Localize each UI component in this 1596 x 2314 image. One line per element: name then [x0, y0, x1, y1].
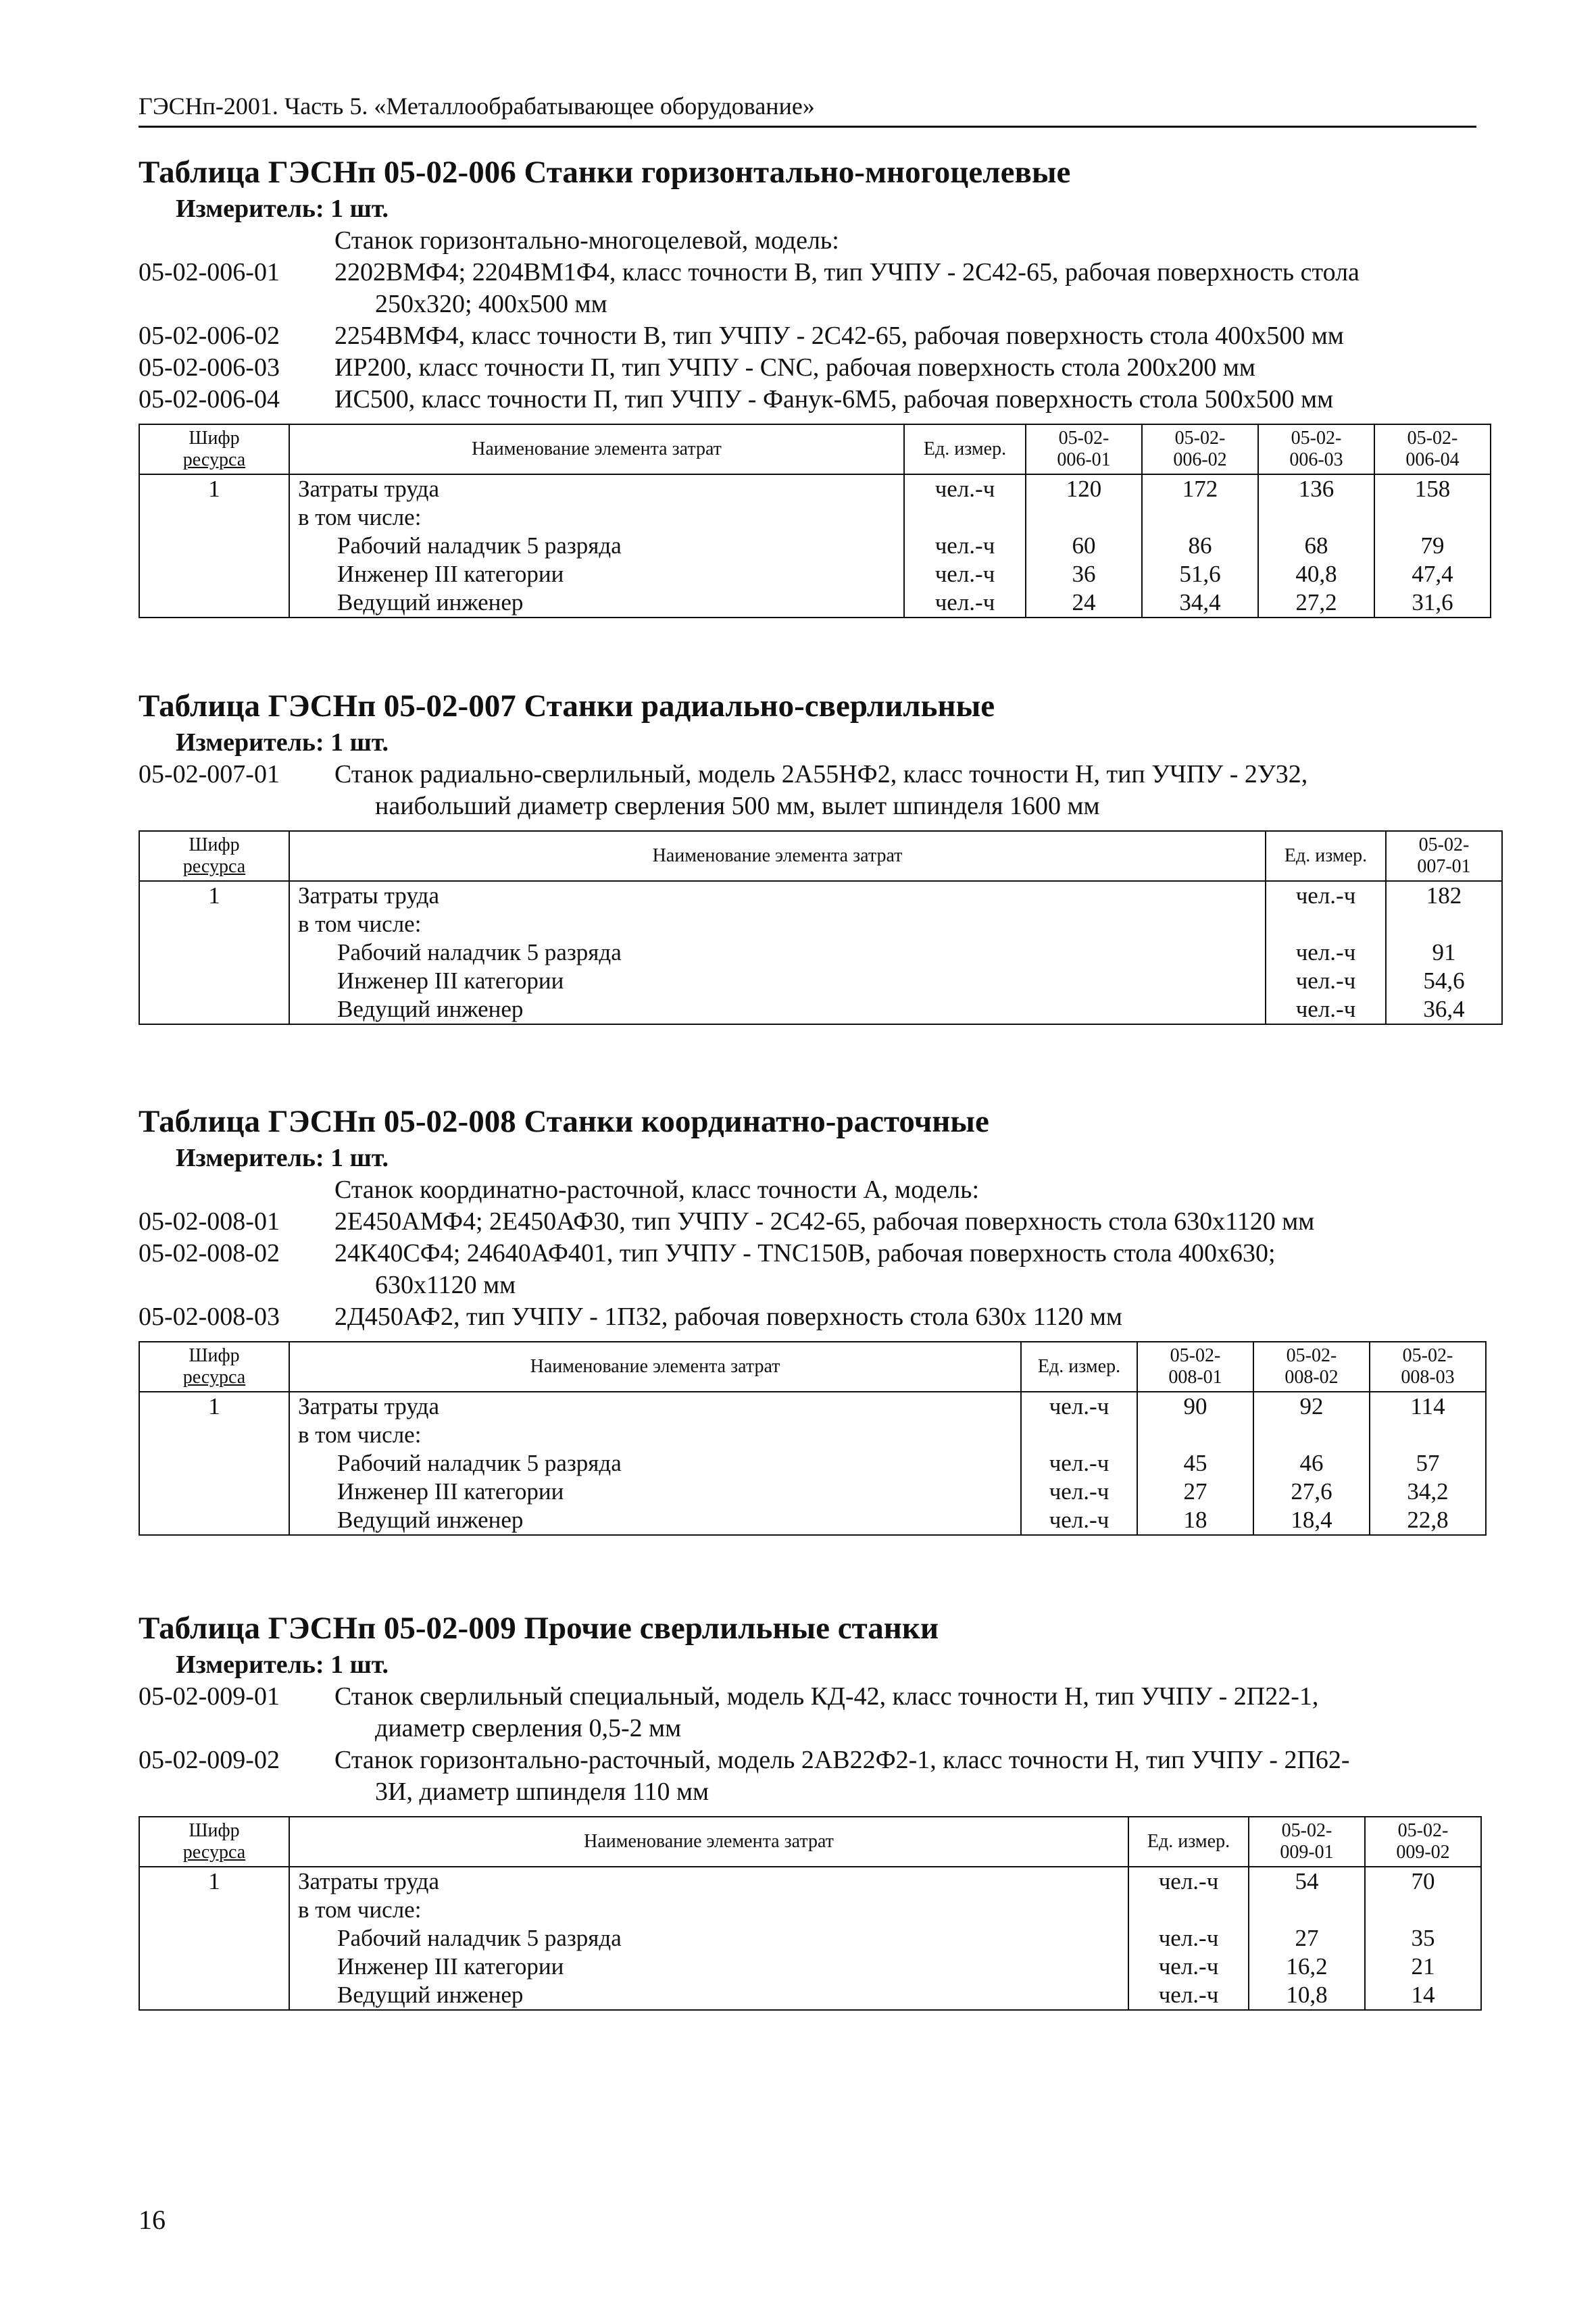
header-resource-code-line1: Шифр — [189, 1820, 240, 1841]
norm-code-line1: 05-02- — [1407, 428, 1458, 449]
header-norm-code — [1142, 424, 1258, 474]
measure-unit: Измеритель: 1 шт. — [176, 1651, 389, 1679]
norm-code-line2: 009-02 — [1396, 1842, 1450, 1863]
cost-table — [139, 830, 1503, 1025]
section-05-02-006 — [139, 152, 1483, 618]
header-cost-element: Наименование элемента затрат — [289, 1342, 1021, 1392]
running-header: ГЭСНп-2001. Часть 5. «Металлообрабатывающее оборудование» — [139, 92, 1476, 128]
header-norm-code — [1386, 831, 1502, 881]
item-code: 05-02-007-01 — [139, 760, 280, 788]
table-row — [139, 1981, 1481, 2010]
item-text: наибольший диаметр сверления 500 мм, вылет шпинделя 1600 мм — [375, 792, 1100, 820]
item-text: 3И, диаметр шпинделя 110 мм — [375, 1778, 709, 1806]
item-code: 05-02-008-01 — [139, 1207, 280, 1236]
measure-unit: Измеритель: 1 шт. — [176, 728, 389, 757]
row-unit: чел.-ч — [904, 532, 1026, 560]
description-line — [139, 1238, 1483, 1269]
norm-code-line1: 05-02- — [1174, 428, 1226, 449]
header-unit: Ед. измер. — [904, 424, 1026, 474]
item-text: Станок радиально-сверлильный, модель 2А55НФ2, класс точности Н, тип УЧПУ - 2У32, — [334, 760, 1308, 788]
table-row — [139, 1421, 1486, 1449]
description-line — [139, 257, 1483, 288]
row-unit: чел.-ч — [1266, 881, 1386, 910]
norm-code-line2: 006-02 — [1173, 449, 1227, 470]
norm-code-line1: 05-02- — [1397, 1820, 1449, 1841]
item-text: ИР200, класс точности П, тип УЧПУ - CNC, рабочая поверхность стола 200х200 мм — [334, 353, 1255, 382]
row-value — [1370, 1421, 1486, 1449]
row-unit: чел.-ч — [1021, 1392, 1137, 1421]
item-code: 05-02-008-03 — [139, 1303, 280, 1331]
header-resource-code-line2: ресурса — [182, 856, 246, 877]
row-value: 158 — [1374, 474, 1491, 503]
cost-table — [139, 424, 1491, 618]
row-value: 46 — [1253, 1449, 1370, 1478]
row-unit: чел.-ч — [904, 588, 1026, 618]
norm-code-line1: 05-02- — [1402, 1345, 1453, 1366]
row-value — [1365, 1896, 1481, 1924]
row-resource-code — [139, 503, 289, 532]
description-line — [139, 1776, 1483, 1808]
row-cost-element: Ведущий инженер — [289, 1506, 1021, 1535]
row-cost-element: Затраты труда — [289, 1392, 1021, 1421]
item-code — [139, 790, 334, 822]
norm-code-line1: 05-02- — [1291, 428, 1342, 449]
row-cost-element: Инженер III категории — [289, 1953, 1128, 1981]
row-resource-code — [139, 910, 289, 938]
description-line — [139, 759, 1483, 790]
header-norm-code — [1365, 1817, 1481, 1867]
row-value: 86 — [1142, 532, 1258, 560]
item-code — [139, 288, 334, 320]
description-line — [139, 1269, 1483, 1301]
row-value: 57 — [1370, 1449, 1486, 1478]
table-row — [139, 995, 1502, 1024]
row-resource-code — [139, 1953, 289, 1981]
item-code: 05-02-008-02 — [139, 1239, 280, 1267]
norm-code-line1: 05-02- — [1170, 1345, 1221, 1366]
row-value: 24 — [1026, 588, 1142, 618]
row-resource-code — [139, 1478, 289, 1506]
row-value: 70 — [1365, 1867, 1481, 1896]
row-value: 90 — [1137, 1392, 1253, 1421]
norm-code-line1: 05-02- — [1281, 1820, 1332, 1841]
section-05-02-009 — [139, 1608, 1483, 2011]
row-resource-code — [139, 1421, 289, 1449]
row-value: 40,8 — [1258, 560, 1374, 588]
row-value — [1249, 1896, 1365, 1924]
description-line — [139, 1713, 1483, 1744]
section-title: Таблица ГЭСНп 05-02-007 Станки радиально-сверлильные — [139, 688, 995, 724]
norm-code-line1: 05-02- — [1286, 1345, 1337, 1366]
row-cost-element: Затраты труда — [289, 881, 1266, 910]
row-resource-code — [139, 1449, 289, 1478]
row-cost-element: Ведущий инженер — [289, 588, 904, 618]
row-value: 27,6 — [1253, 1478, 1370, 1506]
row-value: 60 — [1026, 532, 1142, 560]
row-cost-element: Ведущий инженер — [289, 995, 1266, 1024]
row-value: 36 — [1026, 560, 1142, 588]
table-row — [139, 910, 1502, 938]
row-value: 47,4 — [1374, 560, 1491, 588]
section-05-02-008 — [139, 1101, 1483, 1536]
row-value: 91 — [1386, 938, 1502, 967]
row-unit: чел.-ч — [1021, 1478, 1137, 1506]
item-code: 05-02-009-02 — [139, 1746, 280, 1774]
header-resource-code — [139, 1342, 289, 1392]
header-unit: Ед. измер. — [1021, 1342, 1137, 1392]
norm-code-line2: 006-01 — [1057, 449, 1111, 470]
description-line — [139, 352, 1483, 384]
item-code: 05-02-009-01 — [139, 1682, 280, 1711]
description-intro — [139, 225, 1483, 257]
table-row — [139, 588, 1491, 618]
row-value: 18,4 — [1253, 1506, 1370, 1535]
description-intro — [139, 1174, 1483, 1206]
row-cost-element: Инженер III категории — [289, 1478, 1021, 1506]
table-row — [139, 1506, 1486, 1535]
row-value: 34,4 — [1142, 588, 1258, 618]
norm-code-line2: 006-04 — [1405, 449, 1460, 470]
norm-code-line2: 008-03 — [1401, 1367, 1455, 1388]
description-line — [139, 384, 1483, 416]
row-cost-element: Ведущий инженер — [289, 1981, 1128, 2010]
norm-code-line2: 009-01 — [1280, 1842, 1334, 1863]
page-number: 16 — [139, 2205, 166, 2235]
section-title: Таблица ГЭСНп 05-02-009 Прочие сверлильные станки — [139, 1611, 939, 1646]
row-unit: чел.-ч — [1266, 967, 1386, 995]
item-code: 05-02-006-03 — [139, 353, 280, 382]
row-value: 35 — [1365, 1924, 1481, 1953]
row-value: 136 — [1258, 474, 1374, 503]
cost-table — [139, 1341, 1487, 1536]
item-text: Станок горизонтально-расточный, модель 2АВ22Ф2-1, класс точности Н, тип УЧПУ - 2П62- — [334, 1746, 1350, 1774]
row-value: 45 — [1137, 1449, 1253, 1478]
row-cost-element: в том числе: — [289, 1896, 1128, 1924]
measure-unit: Измеритель: 1 шт. — [176, 195, 389, 223]
row-cost-element: Затраты труда — [289, 1867, 1128, 1896]
norm-code-line2: 008-02 — [1285, 1367, 1339, 1388]
item-text: диаметр сверления 0,5-2 мм — [375, 1714, 682, 1742]
row-value: 16,2 — [1249, 1953, 1365, 1981]
row-value: 18 — [1137, 1506, 1253, 1535]
row-value: 27 — [1137, 1478, 1253, 1506]
header-norm-code — [1374, 424, 1491, 474]
table-row — [139, 1449, 1486, 1478]
row-cost-element: Затраты труда — [289, 474, 904, 503]
row-cost-element: Рабочий наладчик 5 разряда — [289, 1924, 1128, 1953]
row-unit: чел.-ч — [1266, 995, 1386, 1024]
item-code — [139, 1776, 334, 1808]
row-unit: чел.-ч — [1021, 1449, 1137, 1478]
row-value: 21 — [1365, 1953, 1481, 1981]
cost-table — [139, 1816, 1482, 2011]
row-unit — [1266, 910, 1386, 938]
row-unit — [1021, 1421, 1137, 1449]
table-row — [139, 503, 1491, 532]
item-code: 05-02-006-01 — [139, 258, 280, 286]
header-resource-code-line1: Шифр — [189, 428, 240, 449]
row-value: 14 — [1365, 1981, 1481, 2010]
row-resource-code — [139, 532, 289, 560]
row-cost-element: Инженер III категории — [289, 560, 904, 588]
header-norm-code — [1137, 1342, 1253, 1392]
table-row — [139, 532, 1491, 560]
row-resource-code — [139, 967, 289, 995]
row-value: 68 — [1258, 532, 1374, 560]
description-line — [139, 320, 1483, 352]
row-value: 31,6 — [1374, 588, 1491, 618]
row-value: 34,2 — [1370, 1478, 1486, 1506]
row-value: 27 — [1249, 1924, 1365, 1953]
row-value — [1374, 503, 1491, 532]
norm-code-line2: 006-03 — [1289, 449, 1343, 470]
row-value — [1137, 1421, 1253, 1449]
description-line — [139, 1744, 1483, 1776]
row-value: 120 — [1026, 474, 1142, 503]
row-value — [1253, 1421, 1370, 1449]
header-norm-code — [1253, 1342, 1370, 1392]
row-resource-code: 1 — [139, 1867, 289, 1896]
row-value: 172 — [1142, 474, 1258, 503]
norm-code-line1: 05-02- — [1058, 428, 1109, 449]
row-cost-element: Рабочий наладчик 5 разряда — [289, 532, 904, 560]
header-norm-code — [1249, 1817, 1365, 1867]
row-unit — [904, 503, 1026, 532]
header-unit: Ед. измер. — [1266, 831, 1386, 881]
table-row — [139, 1478, 1486, 1506]
row-value: 36,4 — [1386, 995, 1502, 1024]
row-resource-code: 1 — [139, 1392, 289, 1421]
row-value: 54,6 — [1386, 967, 1502, 995]
row-value — [1142, 503, 1258, 532]
row-value: 22,8 — [1370, 1506, 1486, 1535]
measure-unit: Измеритель: 1 шт. — [176, 1144, 389, 1172]
table-row — [139, 1867, 1481, 1896]
header-resource-code-line2: ресурса — [182, 449, 246, 470]
row-cost-element: Рабочий наладчик 5 разряда — [289, 938, 1266, 967]
table-row — [139, 1392, 1486, 1421]
item-code: 05-02-006-04 — [139, 385, 280, 413]
row-cost-element: в том числе: — [289, 910, 1266, 938]
row-resource-code — [139, 938, 289, 967]
row-unit: чел.-ч — [1128, 1981, 1249, 2010]
row-resource-code — [139, 1981, 289, 2010]
description-line — [139, 790, 1483, 822]
item-text: 2202ВМФ4; 2204ВМ1Ф4, класс точности В, тип УЧПУ - 2С42-65, рабочая поверхность стола — [334, 258, 1360, 286]
header-cost-element: Наименование элемента затрат — [289, 1817, 1128, 1867]
row-value: 114 — [1370, 1392, 1486, 1421]
row-unit — [1128, 1896, 1249, 1924]
item-text: 2254ВМФ4, класс точности В, тип УЧПУ - 2С42-65, рабочая поверхность стола 400х500 мм — [334, 322, 1344, 350]
row-value: 10,8 — [1249, 1981, 1365, 2010]
table-row — [139, 938, 1502, 967]
row-value — [1258, 503, 1374, 532]
table-row — [139, 1896, 1481, 1924]
header-unit: Ед. измер. — [1128, 1817, 1249, 1867]
item-text: 24К40СФ4; 24640АФ401, тип УЧПУ - TNC150B, рабочая поверхность стола 400х630; — [334, 1239, 1276, 1267]
row-value: 92 — [1253, 1392, 1370, 1421]
intro-text: Станок координатно-расточной, класс точности А, модель: — [334, 1176, 980, 1204]
row-cost-element: в том числе: — [289, 1421, 1021, 1449]
description-line — [139, 1206, 1483, 1238]
row-value: 51,6 — [1142, 560, 1258, 588]
table-row — [139, 1953, 1481, 1981]
row-resource-code — [139, 995, 289, 1024]
description-line — [139, 1681, 1483, 1713]
row-cost-element: Инженер III категории — [289, 967, 1266, 995]
row-resource-code — [139, 1924, 289, 1953]
header-cost-element: Наименование элемента затрат — [289, 424, 904, 474]
item-code: 05-02-006-02 — [139, 322, 280, 350]
description-line — [139, 288, 1483, 320]
header-norm-code — [1026, 424, 1142, 474]
item-text: 630х1120 мм — [375, 1271, 516, 1299]
row-resource-code — [139, 1506, 289, 1535]
item-text: 2Д450АФ2, тип УЧПУ - 1П32, рабочая поверхность стола 630х 1120 мм — [334, 1303, 1122, 1331]
header-resource-code — [139, 1817, 289, 1867]
table-row — [139, 474, 1491, 503]
item-code — [139, 1713, 334, 1744]
header-resource-code-line1: Шифр — [189, 834, 240, 855]
row-value — [1026, 503, 1142, 532]
table-row — [139, 967, 1502, 995]
norm-code-line1: 05-02- — [1418, 834, 1470, 855]
table-row — [139, 560, 1491, 588]
row-unit: чел.-ч — [1266, 938, 1386, 967]
norm-code-line2: 007-01 — [1417, 856, 1471, 877]
row-unit: чел.-ч — [904, 474, 1026, 503]
table-row — [139, 881, 1502, 910]
row-unit: чел.-ч — [904, 560, 1026, 588]
row-unit: чел.-ч — [1128, 1867, 1249, 1896]
header-resource-code-line1: Шифр — [189, 1345, 240, 1366]
row-unit: чел.-ч — [1128, 1924, 1249, 1953]
row-resource-code — [139, 1896, 289, 1924]
section-05-02-007 — [139, 686, 1483, 1025]
item-text: ИС500, класс точности П, тип УЧПУ - Фанук-6М5, рабочая поверхность стола 500х500 мм — [334, 385, 1334, 413]
section-title: Таблица ГЭСНп 05-02-006 Станки горизонтально-многоцелевые — [139, 155, 1071, 190]
header-resource-code-line2: ресурса — [182, 1367, 246, 1388]
item-text: 2Е450АМФ4; 2Е450АФ30, тип УЧПУ - 2С42-65, рабочая поверхность стола 630х1120 мм — [334, 1207, 1315, 1236]
table-row — [139, 1924, 1481, 1953]
norm-code-line2: 008-01 — [1168, 1367, 1222, 1388]
row-unit: чел.-ч — [1128, 1953, 1249, 1981]
item-text: Станок сверлильный специальный, модель КД-42, класс точности Н, тип УЧПУ - 2П22-1, — [334, 1682, 1319, 1711]
item-code — [139, 1269, 334, 1301]
header-resource-code-line2: ресурса — [182, 1842, 246, 1863]
row-unit: чел.-ч — [1021, 1506, 1137, 1535]
row-value: 182 — [1386, 881, 1502, 910]
header-norm-code — [1370, 1342, 1486, 1392]
description-line — [139, 1301, 1483, 1333]
row-value: 27,2 — [1258, 588, 1374, 618]
row-value: 79 — [1374, 532, 1491, 560]
row-cost-element: в том числе: — [289, 503, 904, 532]
header-norm-code — [1258, 424, 1374, 474]
section-title: Таблица ГЭСНп 05-02-008 Станки координатно-расточные — [139, 1104, 989, 1139]
header-resource-code — [139, 424, 289, 474]
item-text: 250х320; 400х500 мм — [375, 290, 607, 318]
header-resource-code — [139, 831, 289, 881]
row-resource-code — [139, 588, 289, 618]
intro-text: Станок горизонтально-многоцелевой, модель: — [334, 226, 839, 255]
row-value: 54 — [1249, 1867, 1365, 1896]
header-cost-element: Наименование элемента затрат — [289, 831, 1266, 881]
row-cost-element: Рабочий наладчик 5 разряда — [289, 1449, 1021, 1478]
row-resource-code: 1 — [139, 881, 289, 910]
row-resource-code: 1 — [139, 474, 289, 503]
row-resource-code — [139, 560, 289, 588]
row-value — [1386, 910, 1502, 938]
